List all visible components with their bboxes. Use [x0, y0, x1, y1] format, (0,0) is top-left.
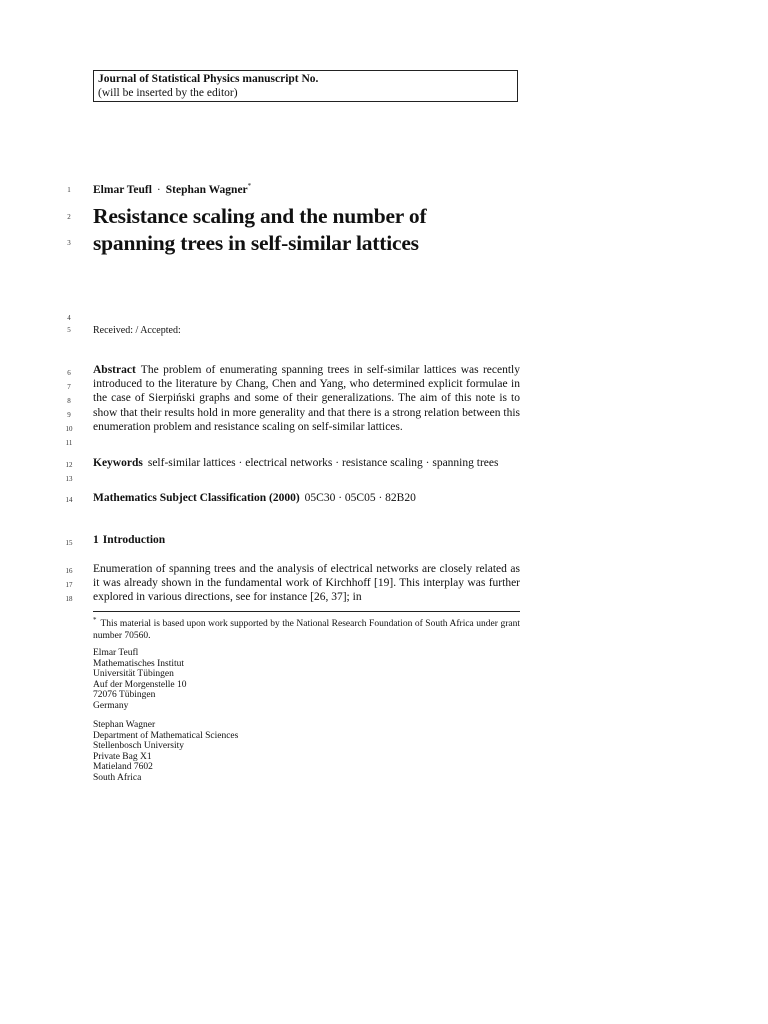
- footnote-rule: [93, 611, 520, 612]
- line-number: 17: [65, 581, 73, 589]
- line-number: 12: [65, 461, 73, 469]
- address-line: Auf der Morgenstelle 10: [93, 679, 187, 690]
- msc: [93, 491, 520, 505]
- line-number: 13: [65, 475, 73, 483]
- address-line: Germany: [93, 700, 129, 711]
- address-line: Matieland 7602: [93, 762, 153, 772]
- section-heading: [93, 534, 165, 546]
- line-number: 6: [67, 369, 71, 377]
- line-number: 11: [65, 439, 73, 447]
- author-name: Elmar Teufl: [93, 183, 152, 196]
- author-line: [93, 182, 251, 196]
- address-teufl: [93, 648, 186, 711]
- title-line: Resistance scaling and the number of: [93, 204, 427, 228]
- address-wagner: [93, 720, 238, 783]
- keywords: [93, 456, 520, 470]
- address-line: South Africa: [93, 772, 142, 783]
- footnote-marker: *: [247, 182, 252, 190]
- address-line: Mathematisches Institut: [93, 658, 185, 669]
- footnote-text: This material is based upon work supported by the National Research Foundation of South Africa under grant number 70560.: [93, 619, 520, 642]
- address-line: Universität Tübingen: [93, 669, 174, 679]
- author-separator: ·: [156, 183, 161, 196]
- abstract-label: Abstract: [93, 364, 136, 376]
- line-number: 3: [67, 239, 71, 247]
- line-number: 15: [65, 539, 73, 547]
- msc-text: 05C30 · 05C05 · 82B20: [304, 492, 416, 504]
- line-number: 18: [65, 595, 73, 603]
- line-number: 10: [65, 425, 73, 433]
- author-name: Stephan Wagner: [165, 183, 248, 196]
- line-number: 7: [67, 383, 71, 391]
- line-number: 1: [67, 186, 71, 194]
- footnote: [93, 614, 520, 642]
- line-number: 4: [67, 314, 71, 322]
- paper-title: [93, 203, 426, 257]
- journal-header-box: [93, 70, 518, 102]
- keywords-label: Keywords: [93, 457, 143, 469]
- line-number: 14: [65, 496, 73, 504]
- address-line: Stephan Wagner: [93, 720, 156, 730]
- editor-note: (will be inserted by the editor): [98, 87, 238, 99]
- address-line: Stellenbosch University: [93, 741, 185, 751]
- msc-label: Mathematics Subject Classification (2000): [93, 492, 300, 504]
- address-line: Department of Mathematical Sciences: [93, 730, 239, 741]
- section-title: Introduction: [102, 534, 166, 546]
- address-line: Private Bag X1: [93, 751, 152, 762]
- abstract: [93, 363, 520, 434]
- line-number: 5: [67, 326, 71, 334]
- keywords-text: self-similar lattices · electrical networks · resistance scaling · spanning trees: [147, 457, 499, 469]
- title-line: spanning trees in self-similar lattices: [93, 231, 419, 255]
- line-number: 16: [65, 567, 73, 575]
- line-number: 8: [67, 397, 71, 405]
- line-number: 2: [67, 213, 71, 221]
- received-accepted: Received: / Accepted:: [93, 325, 181, 336]
- line-number: 9: [67, 411, 71, 419]
- journal-name: Journal of Statistical Physics manuscript No.: [98, 73, 319, 85]
- address-line: 72076 Tübingen: [93, 690, 156, 700]
- address-line: Elmar Teufl: [93, 648, 139, 658]
- section-number: 1: [93, 534, 99, 546]
- abstract-text: The problem of enumerating spanning trees in self-similar lattices was recently introduced to the literature by Chang, Chen and Yang, who determined explicit formulae in the case of Sierpiński graphs and some of their generalizations. The aim of this note is to show that their results hold in more generality and that there is a strong relation between this enumeration problem and resistance scaling on self-similar lattices.: [93, 364, 520, 433]
- intro-paragraph: Enumeration of spanning trees and the analysis of electrical networks are closely related as it was already shown in the fundamental work of Kirchhoff [19]. This interplay was further explored in various directions, see for instance [26, 37]; in: [93, 563, 520, 604]
- footnote-marker: *: [93, 616, 97, 624]
